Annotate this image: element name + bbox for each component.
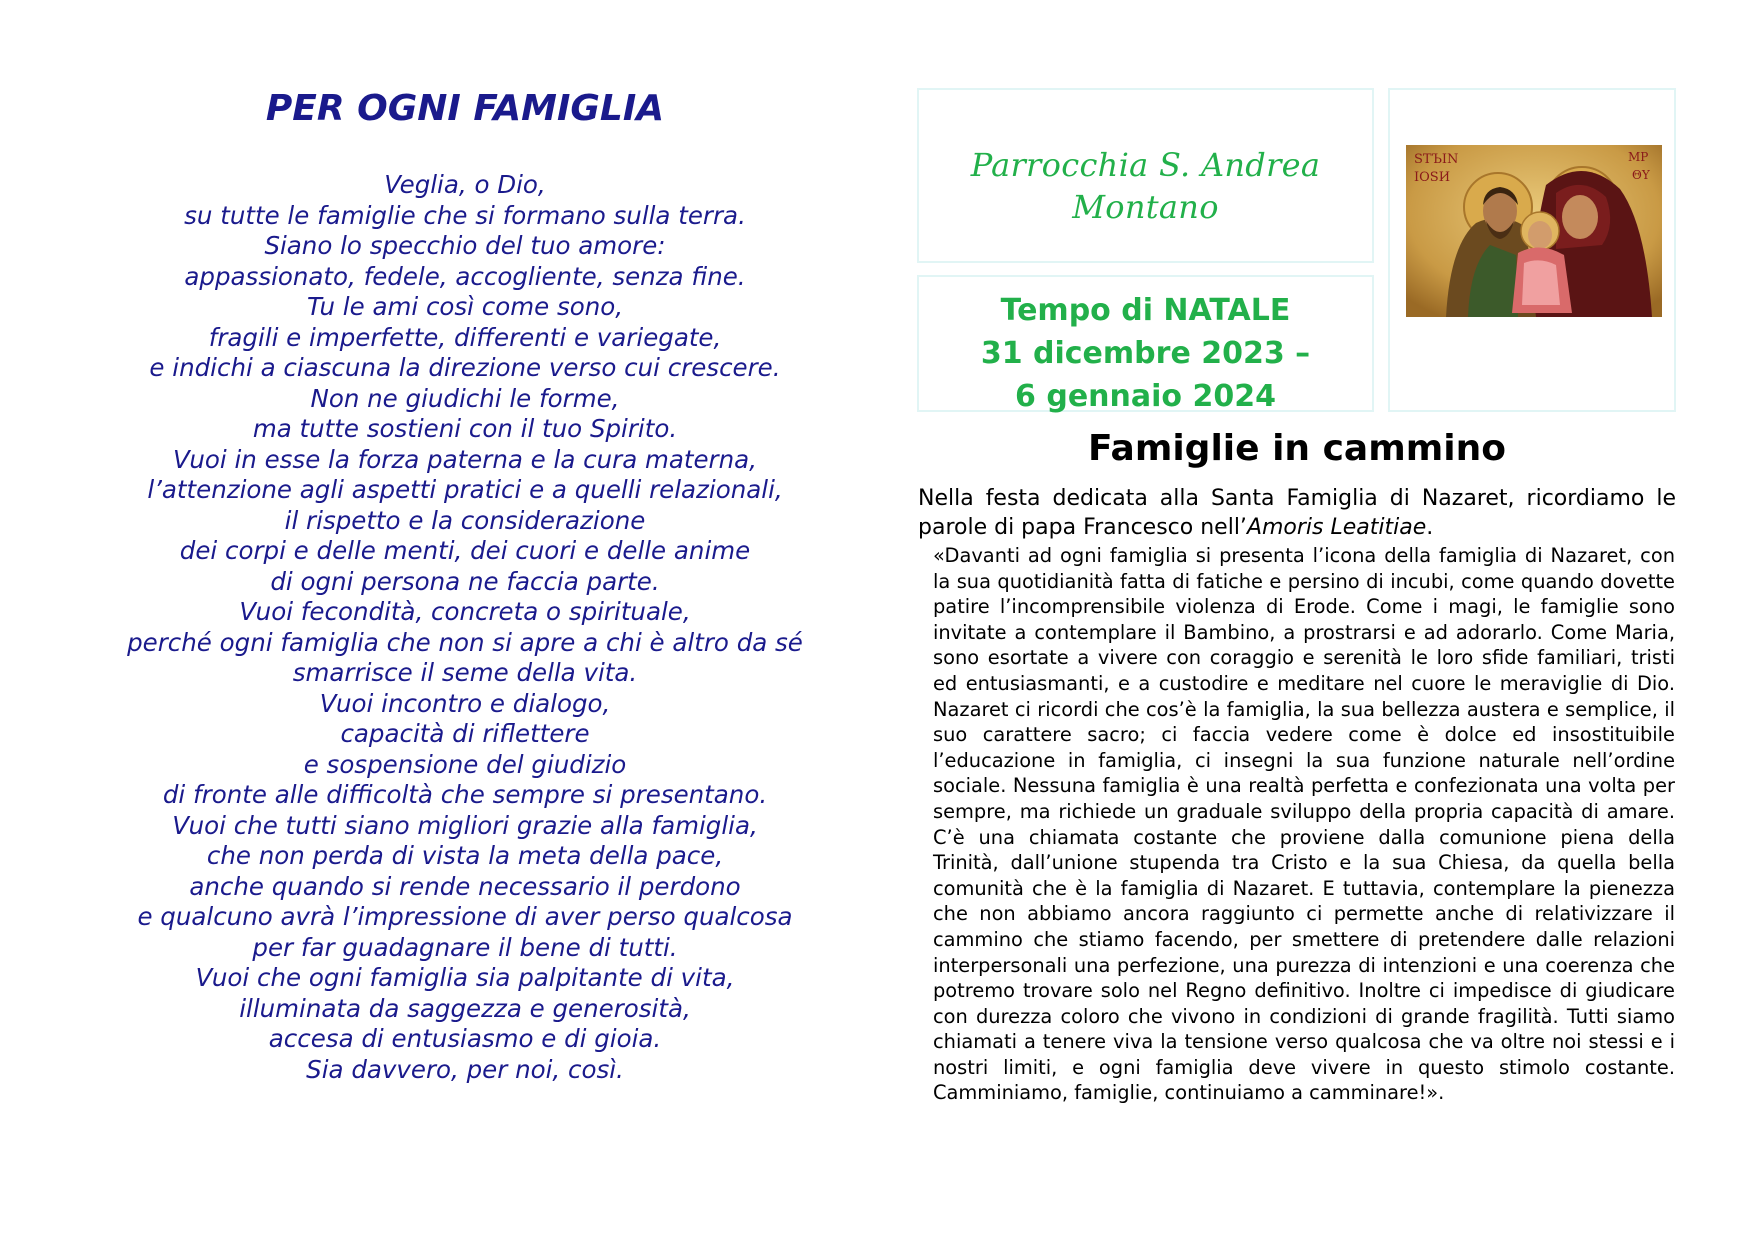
parish-name-line1: Parrocchia S. Andrea <box>970 146 1321 184</box>
icon-image-box <box>1388 88 1676 412</box>
icon-inscription-left1: STЪIN <box>1414 152 1459 167</box>
article-intro <box>918 484 1676 542</box>
poem-line: Vuoi fecondità, concreta o spirituale, <box>239 597 691 626</box>
icon-inscription-right1: MP <box>1628 150 1649 164</box>
poem-line: perché ogni famiglia che non si apre a chi è altro da sé <box>127 627 803 657</box>
season-title: Tempo di NATALE <box>1000 293 1291 328</box>
poem-line: Vuoi incontro e dialogo, <box>319 688 611 718</box>
poem-line: Sia davvero, per noi, così. <box>306 1054 624 1084</box>
poem-line: Siano lo specchio del tuo amore: <box>264 231 666 260</box>
poem-line: fragili e imperfette, differenti e variegate, <box>208 322 722 352</box>
poem-line: su tutte le famiglie che si formano sulla terra. <box>184 200 746 230</box>
article-quote: «Davanti ad ogni famiglia si presenta l’icona della famiglia di Nazaret, con la sua quotidianità fatta di fatiche e persino di incubi, come quando dovette patire l’incomprensibile violenza di Erode. Come i magi, le famiglie sono invitate a contemplare il Bambino, a prostrarsi e ad adorarlo. Come Maria, sono esortate a vivere con coraggio e serenità le loro sfide familiari, tristi ed entusiasmanti, e a custodire e meditare nel cuore le meraviglie di Dio. Nazaret ci ricordi che cos’è la famiglia, la sua bellezza austera e semplice, il suo carattere sacro; ci faccia vedere come è dolce ed insostituibile l’educazione in famiglia, ci insegni la sua funzione naturale nell’ordine sociale. Nessuna famiglia è una realtà perfetta e confezionata una volta per sempre, ma richiede un graduale sviluppo della propria capacità di amare. C’è una chiamata costante che proviene dalla comunione piena della Trinità, dall’unione stupenda tra Cristo e la sua Chiesa, da quella bella comunità che è la famiglia di Nazaret. E tuttavia, contemplare la pienezza che non abbiamo ancora raggiunto ci permette anche di relativizzare il cammino che stiamo facendo, per smettere di pretendere dalle relazioni interpersonali una perfezione, una purezza di intenzioni e una coerenza che potremo trovare solo nel Regno definitivo. Inoltre ci impedisce di giudicare con durezza coloro che vivono in condizioni di grande fragilità. Tutti siamo chiamati a tenere viva la tensione verso qualcosa che va oltre noi stessi e i nostri limiti, e ogni famiglia deve vivere in questo stimolo costante. Camminiamo, famiglie, continuiamo a camminare!». <box>933 544 1675 1105</box>
parish-name-box <box>917 88 1374 263</box>
icon-inscription-right2: ΘY <box>1632 168 1650 182</box>
parish-name-line2: Montano <box>1072 188 1219 226</box>
poem-line: e indichi a ciascuna la direzione verso cui crescere. <box>149 353 781 382</box>
article-title: Famiglie in cammino <box>1088 428 1506 469</box>
poem-line: smarrisce il seme della vita. <box>292 658 638 687</box>
poem-line: anche quando si rende necessario il perdono <box>189 871 741 901</box>
poem-line: di fronte alle difficoltà che sempre si presentano. <box>162 780 768 809</box>
poem-title: PER OGNI FAMIGLIA <box>265 88 665 129</box>
poem-line: Non ne giudichi le forme, <box>310 383 620 413</box>
poem-line: Veglia, o Dio, <box>384 170 546 199</box>
poem-line: per far guadagnare il bene di tutti. <box>252 932 678 962</box>
poem-line: Vuoi che tutti siano migliori grazie alla famiglia, <box>172 810 758 840</box>
intro-italic-title: Amoris Leatitiae <box>1246 515 1427 540</box>
poem-line: Vuoi in esse la forza paterna e la cura materna, <box>173 444 757 474</box>
poem-line: l’attenzione agli aspetti pratici e a quelli relazionali, <box>147 475 783 504</box>
poem-line: e sospensione del giudizio <box>303 749 627 779</box>
poem-text <box>100 170 830 1085</box>
poem-line: dei corpi e delle menti, dei cuori e delle anime <box>179 536 751 565</box>
icon-inscription-left2: IOSИ <box>1414 170 1451 185</box>
poem-line: accesa di entusiasmo e di gioia. <box>268 1024 662 1053</box>
season-date-box <box>917 275 1374 412</box>
poem-line: Vuoi che ogni famiglia sia palpitante di vita, <box>195 963 735 992</box>
poem-line: illuminata da saggezza e generosità, <box>239 993 691 1023</box>
intro-text: Nella festa dedicata alla Santa Famiglia di Nazaret, ricordiamo le parole di papa Francesco nell’ <box>918 486 1676 540</box>
parish-name <box>919 144 1372 228</box>
poem-line: il rispetto e la considerazione <box>284 505 646 535</box>
poem-line: e qualcuno avrà l’impressione di aver perso qualcosa <box>137 902 793 931</box>
holy-family-icon-image <box>1406 145 1662 317</box>
date-range-end: 6 gennaio 2024 <box>1015 379 1276 414</box>
poem-line: capacità di riflettere <box>340 719 590 748</box>
date-range-start: 31 dicembre 2023 – <box>980 336 1311 371</box>
intro-end: . <box>1426 515 1434 540</box>
poem-line: di ogni persona ne faccia parte. <box>270 566 660 596</box>
poem-line: appassionato, fedele, accogliente, senza fine. <box>184 261 746 291</box>
poem-line: ma tutte sostieni con il tuo Spirito. <box>252 414 678 443</box>
poem-line: Tu le ami così come sono, <box>306 292 624 321</box>
poem-line: che non perda di vista la meta della pace, <box>206 841 724 870</box>
season-dates <box>919 289 1372 418</box>
